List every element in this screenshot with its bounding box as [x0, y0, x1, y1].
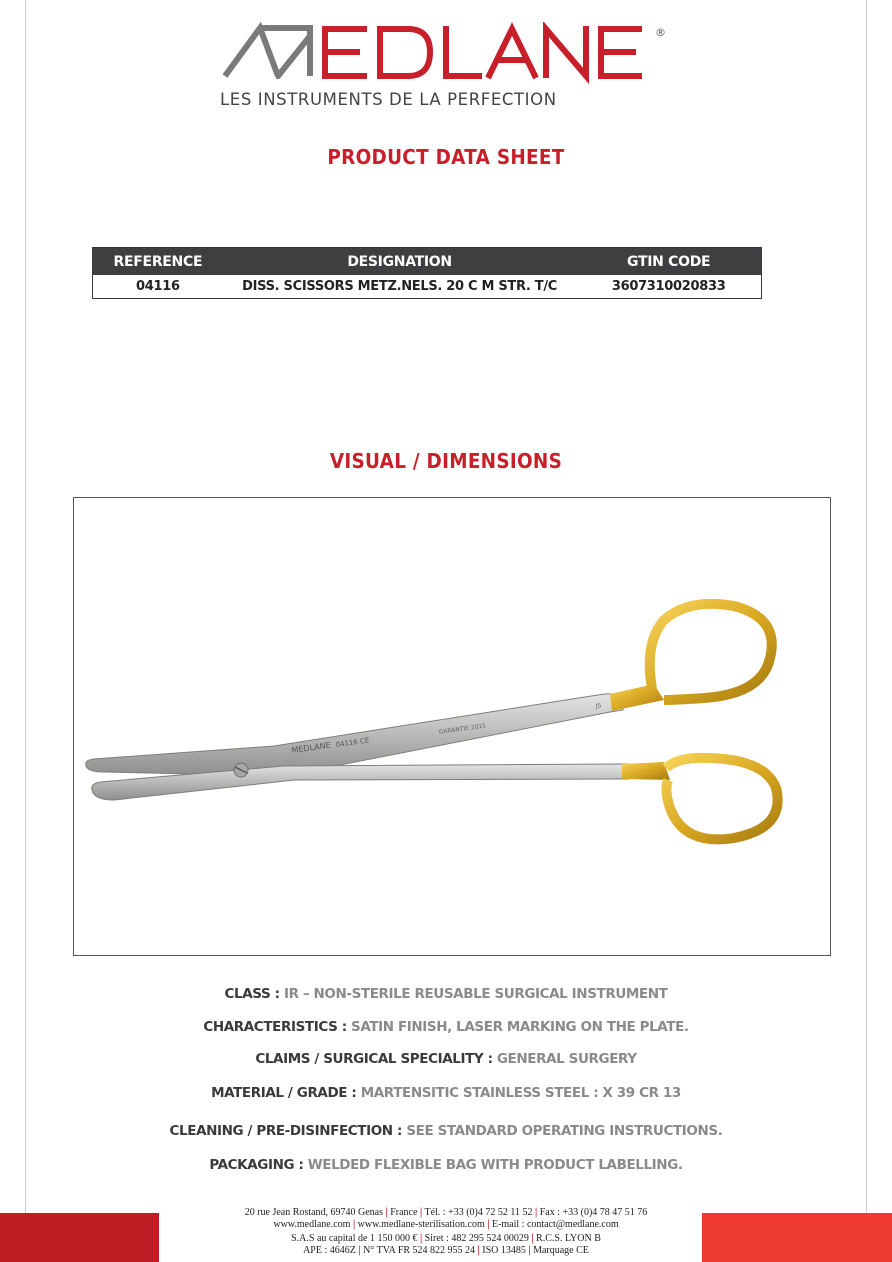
column-header-gtin: GTIN CODE [576, 248, 761, 276]
footer-rcs: R.C.S. LYON B [536, 1233, 601, 1244]
column-header-designation: DESIGNATION [223, 248, 577, 276]
column-header-reference: REFERENCE [93, 248, 223, 276]
spec-characteristics [0, 1019, 892, 1035]
footer-iso: ISO 13485 [482, 1245, 526, 1256]
engraving-brand: MEDLANE [291, 740, 332, 755]
engraving-reference: 04116 CE [335, 736, 370, 749]
footer-capital: S.A.S au capital de 1 150 000 € [291, 1233, 418, 1244]
footer-address-line: 20 rue Jean Rostand, 69740 Genas | France | Tél. : +33 (0)4 72 52 11 52 | Fax : +33 (0)4 78 47 51 76 [244, 1207, 648, 1218]
product-data-sheet-title: PRODUCT DATA SHEET [327, 145, 565, 169]
footer-phone: Tél. : +33 (0)4 72 52 11 52 [424, 1207, 533, 1218]
spec-value: WELDED FLEXIBLE BAG WITH PRODUCT LABELLING. [303, 1157, 683, 1173]
spec-label: CHARACTERISTICS : [203, 1019, 347, 1035]
footer-siret: Siret : 482 295 524 00029 [424, 1233, 529, 1244]
spec-material [0, 1085, 892, 1101]
brand-tagline: LES INSTRUMENTS DE LA PERFECTION [220, 90, 557, 109]
table-header-row [93, 248, 762, 276]
footer-company-line: S.A.S au capital de 1 150 000 € | Siret : 482 295 524 00029 | R.C.S. LYON B [291, 1233, 601, 1244]
spec-value: GENERAL SURGERY [492, 1051, 637, 1067]
footer-registration-line: APE : 4646Z | N° TVA FR 524 822 955 24 | ISO 13485 | Marquage CE [303, 1245, 589, 1256]
spec-claims [0, 1051, 892, 1067]
logo-wordmark [220, 22, 680, 92]
spec-value: SEE STANDARD OPERATING INSTRUCTIONS. [402, 1123, 723, 1139]
footer-sterilisation-website-link[interactable]: www.medlane-sterilisation.com [357, 1219, 485, 1230]
spec-label: CLEANING / PRE-DISINFECTION : [169, 1123, 403, 1139]
footer-web-line: www.medlane.com | www.medlane-sterilisation.com | E-mail : contact@medlane.com [273, 1219, 619, 1230]
spec-label: CLAIMS / SURGICAL SPECIALITY : [255, 1051, 493, 1067]
spec-packaging [0, 1157, 892, 1173]
footer-website-link[interactable]: www.medlane.com [273, 1219, 351, 1230]
spec-value: SATIN FINISH, LASER MARKING ON THE PLATE. [346, 1019, 689, 1035]
footer-ce-marking: Marquage CE [533, 1245, 589, 1256]
engraving-mark: JS [595, 702, 602, 710]
spec-label: PACKAGING : [209, 1157, 304, 1173]
footer-address: 20 rue Jean Rostand, 69740 Genas [244, 1207, 384, 1218]
spec-class [0, 986, 892, 1002]
footer-country: France [390, 1207, 418, 1218]
page-border-right [866, 0, 867, 1262]
footer-vat: N° TVA FR 524 822 955 24 [363, 1245, 476, 1256]
page-border-left [25, 0, 26, 1262]
reference-cell: 04116 [136, 279, 180, 294]
spec-value: MARTENSITIC STAINLESS STEEL : X 39 CR 13 [356, 1085, 681, 1101]
designation-cell: DISS. SCISSORS METZ.NELS. 20 C M STR. T/C [242, 279, 558, 294]
reference-table [92, 247, 762, 299]
table-row [93, 275, 762, 299]
footer-email-link[interactable]: E-mail : contact@medlane.com [491, 1219, 619, 1230]
spec-label: CLASS : [224, 986, 280, 1002]
scissors-photo [74, 498, 830, 955]
footer-ape: APE : 4646Z [303, 1245, 356, 1256]
spec-value: IR – NON-STERILE REUSABLE SURGICAL INSTRUMENT [279, 986, 668, 1002]
product-image-frame [73, 497, 831, 956]
spec-cleaning [0, 1123, 892, 1139]
gtin-cell: 3607310020833 [611, 279, 726, 294]
registered-mark: ® [655, 26, 666, 39]
engraving-guarantee: GARANTIE 2015 [438, 722, 487, 736]
footer-fax: Fax : +33 (0)4 78 47 51 76 [539, 1207, 648, 1218]
visual-dimensions-title: VISUAL / DIMENSIONS [329, 449, 563, 473]
spec-label: MATERIAL / GRADE : [211, 1085, 357, 1101]
